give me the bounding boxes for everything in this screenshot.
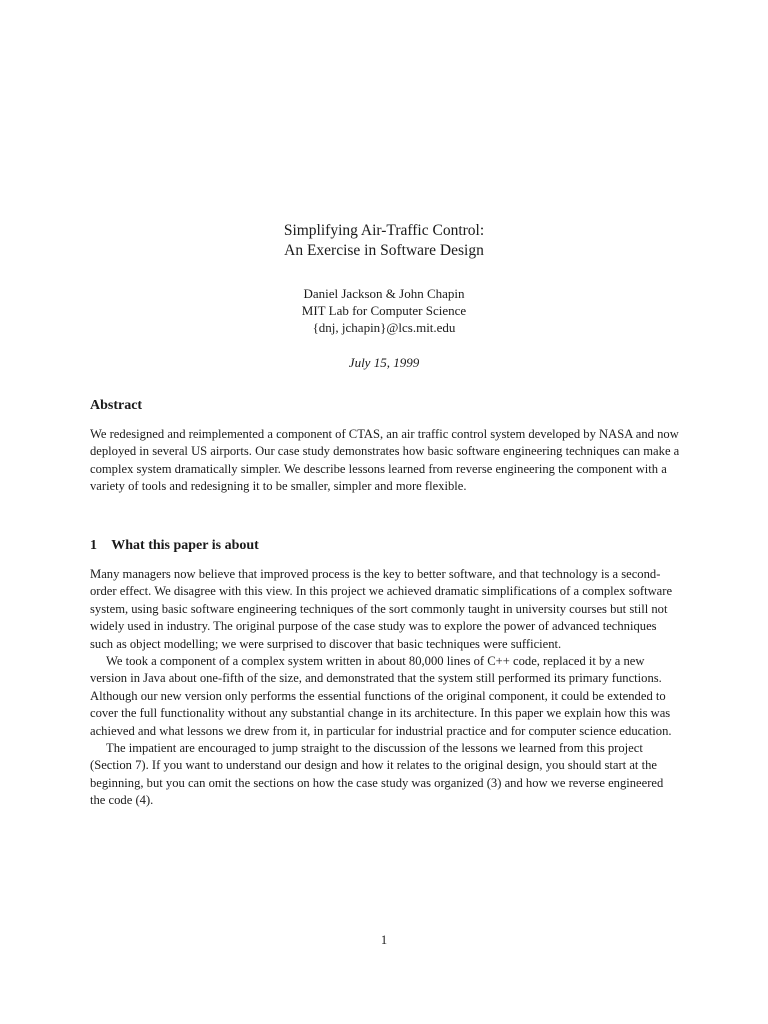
- author-block: [0, 285, 768, 336]
- section-1-number: 1: [90, 538, 97, 553]
- section-1-paragraph-1: Many managers now believe that improved process is the key to better software, and that technology is a second-order effect. We disagree with this view. In this project we achieved dramatic simplifications of a complex software system, using basic software engineering techniques of the sort commonly taught in university courses but still not widely used in industry. The original purpose of the case study was to explore the power of advanced techniques such as object modelling; we were surprised to discover that basic techniques were sufficient.: [90, 567, 673, 651]
- section-1-paragraph-2: We took a component of a complex system written in about 80,000 lines of C++ code, replaced it by a new version in Java about one-fifth of the size, and demonstrated that the system still performed its primary functions. Although our new version only performs the essential functions of the original component, it could be extended to cover the full functionality without any substantial change in its architecture. In this paper we explain how this was achieved and what lessons we drew from it, in particular for industrial practice and for computer science education.: [90, 654, 672, 738]
- paper-title: [0, 221, 768, 261]
- paper-date: July 15, 1999: [348, 355, 420, 370]
- page-number: 1: [380, 933, 388, 947]
- section-1-title: What this paper is about: [111, 538, 259, 553]
- title-line-2: An Exercise in Software Design: [284, 242, 484, 259]
- title-line-1: Simplifying Air-Traffic Control:: [283, 222, 485, 239]
- abstract-body: [90, 426, 680, 496]
- author-names: Daniel Jackson & John Chapin: [303, 286, 465, 301]
- abstract-heading: Abstract: [90, 398, 143, 413]
- section-1-heading: [90, 538, 259, 554]
- section-1-paragraph-3: The impatient are encouraged to jump straight to the discussion of the lessons we learned from this project (Section 7). If you want to understand our design and how it relates to the original design, you should start at the beginning, but you can omit the sections on how the case study was organized (3) and how we reverse engineered the code (4).: [90, 741, 664, 808]
- author-affiliation: MIT Lab for Computer Science: [301, 303, 467, 318]
- abstract-paragraph: We redesigned and reimplemented a component of CTAS, an air traffic control system developed by NASA and now deployed in several US airports. Our case study demonstrates how basic software engineering techniques can make a complex system dramatically simpler. We describe lessons learned from reverse engineering the component with a variety of tools and redesigning it to be smaller, simpler and more flexible.: [90, 427, 680, 494]
- section-1-body: [90, 566, 680, 810]
- author-email: {dnj, jchapin}@lcs.mit.edu: [312, 320, 456, 335]
